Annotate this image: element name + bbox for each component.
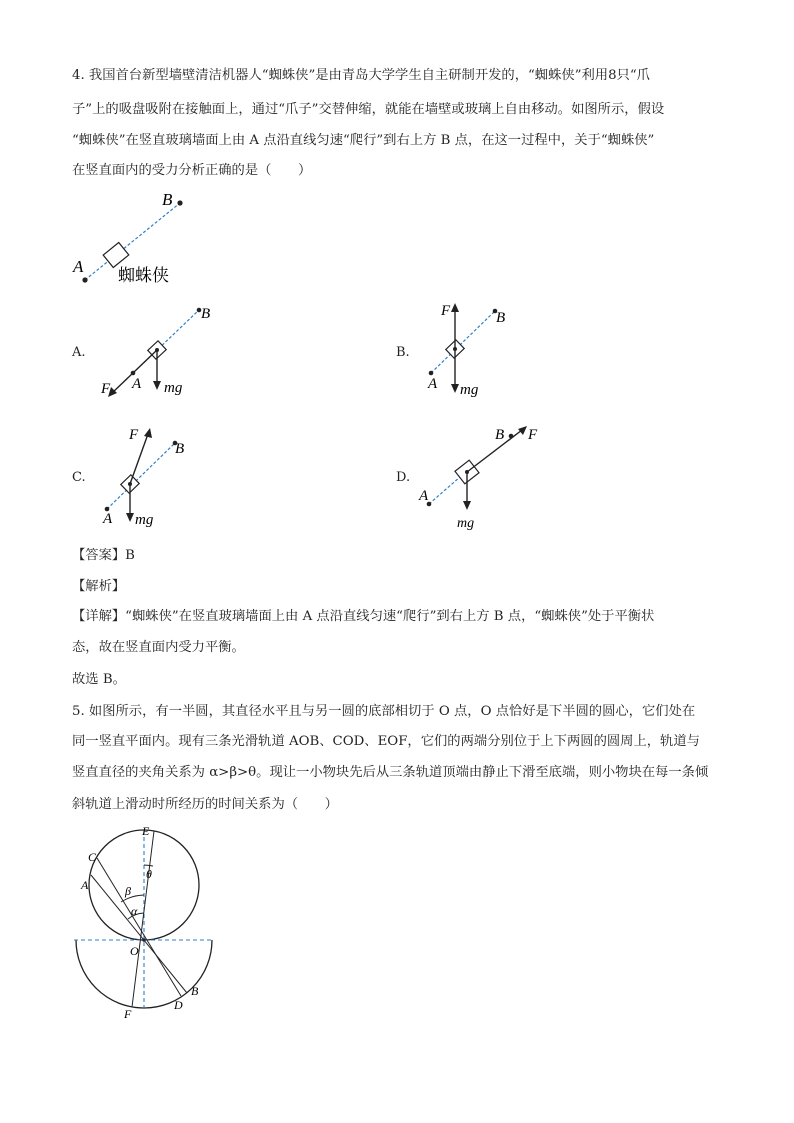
- q4-line-2: 子”上的吸盘吸附在接触面上，通过“爪子”交替伸缩，就能在墙壁或玻璃上自由移动。如图所示，假设: [72, 102, 665, 117]
- detail-line-1: 【详解】“蜘蛛侠”在竖直玻璃墙面上由 A 点沿直线匀速“爬行”到右上方 B 点，“蜘蛛侠”处于平衡状: [72, 609, 655, 624]
- q4-line-4: 在竖直面内的受力分析正确的是（ ）: [72, 163, 312, 178]
- label-c: C: [88, 850, 97, 864]
- track-eof: [132, 831, 154, 1007]
- option-b-label[interactable]: B.: [396, 345, 410, 360]
- opt-b-b: B: [496, 310, 506, 326]
- label-f: F: [124, 1007, 132, 1021]
- label-beta: β: [125, 884, 131, 898]
- opt-d-b: B: [495, 427, 505, 443]
- option-b-figure: [420, 295, 530, 405]
- option-c-figure: [95, 420, 205, 530]
- track-cod: [97, 858, 181, 996]
- option-a-figure: [95, 300, 225, 405]
- opt-c-b: B: [175, 441, 185, 457]
- label-a-q5: A: [81, 878, 89, 892]
- option-d-figure: [415, 420, 555, 535]
- opt-c-a: A: [103, 511, 113, 527]
- q5-line-1: 5. 如图所示，有一半圆，其直径水平且与另一圆的底部相切于 O 点，O 点恰好是下半圆的圆心，它们处在: [72, 704, 696, 719]
- opt-c-mg: mg: [135, 512, 154, 528]
- label-theta: θ: [146, 867, 152, 881]
- opt-d-mg: mg: [457, 516, 475, 531]
- q4-line-3: “蜘蛛侠”在竖直玻璃墙面上由 A 点沿直线匀速“爬行”到右上方 B 点，在这一过程中，关于“蜘蛛侠”: [72, 133, 655, 148]
- q5-circles-figure: [60, 825, 230, 1025]
- opt-d-f: F: [528, 427, 538, 443]
- opt-a-f: F: [101, 381, 111, 397]
- opt-b-f: F: [441, 303, 451, 319]
- label-a: A: [73, 257, 84, 276]
- label-e: E: [142, 825, 150, 838]
- point-b-dot: [177, 200, 182, 205]
- opt-d-a: A: [419, 488, 429, 504]
- q4-main-figure: [60, 185, 240, 295]
- robot-box: [103, 242, 129, 267]
- option-a-label[interactable]: A.: [72, 345, 86, 360]
- label-d: D: [174, 998, 183, 1012]
- opt-a-b: B: [201, 306, 211, 322]
- option-d-label[interactable]: D.: [396, 470, 411, 485]
- q4-line-1: 4. 我国首台新型墙壁清洁机器人“蜘蛛侠”是由青岛大学学生自主研制开发的，“蜘蛛侠”利用8只“爪: [72, 68, 650, 83]
- opt-b-a: A: [428, 376, 438, 392]
- detail-line-2: 态，故在竖直面内受力平衡。: [72, 640, 245, 655]
- label-b-q5: B: [191, 984, 199, 998]
- point-a-dot: [82, 277, 87, 282]
- label-alpha: α: [131, 904, 138, 918]
- opt-a-mg: mg: [164, 380, 183, 396]
- opt-c-f: F: [129, 427, 139, 443]
- robot-label: 蜘蛛侠: [118, 266, 169, 285]
- q5-line-3: 竖直直径的夹角关系为 α>β>θ。现让一小物块先后从三条轨道顶端由静止下滑至底端，则小物块在每一条倾: [72, 765, 709, 780]
- label-b: B: [162, 190, 173, 209]
- q5-line-2: 同一竖直平面内。现有三条光滑轨道 AOB、COD、EOF，它们的两端分别位于上下两圆的圆周上，轨道与: [72, 734, 700, 749]
- opt-b-mg: mg: [460, 382, 479, 398]
- track-aob: [91, 875, 187, 993]
- q5-line-4: 斜轨道上滑动时所经历的时间关系为（ ）: [72, 797, 338, 812]
- analysis-heading: 【解析】: [72, 579, 126, 594]
- label-o: O: [130, 944, 139, 958]
- option-c-label[interactable]: C.: [72, 470, 86, 485]
- conclusion-line: 故选 B。: [72, 672, 126, 687]
- answer-line: 【答案】B: [72, 548, 135, 563]
- opt-a-a: A: [132, 376, 142, 392]
